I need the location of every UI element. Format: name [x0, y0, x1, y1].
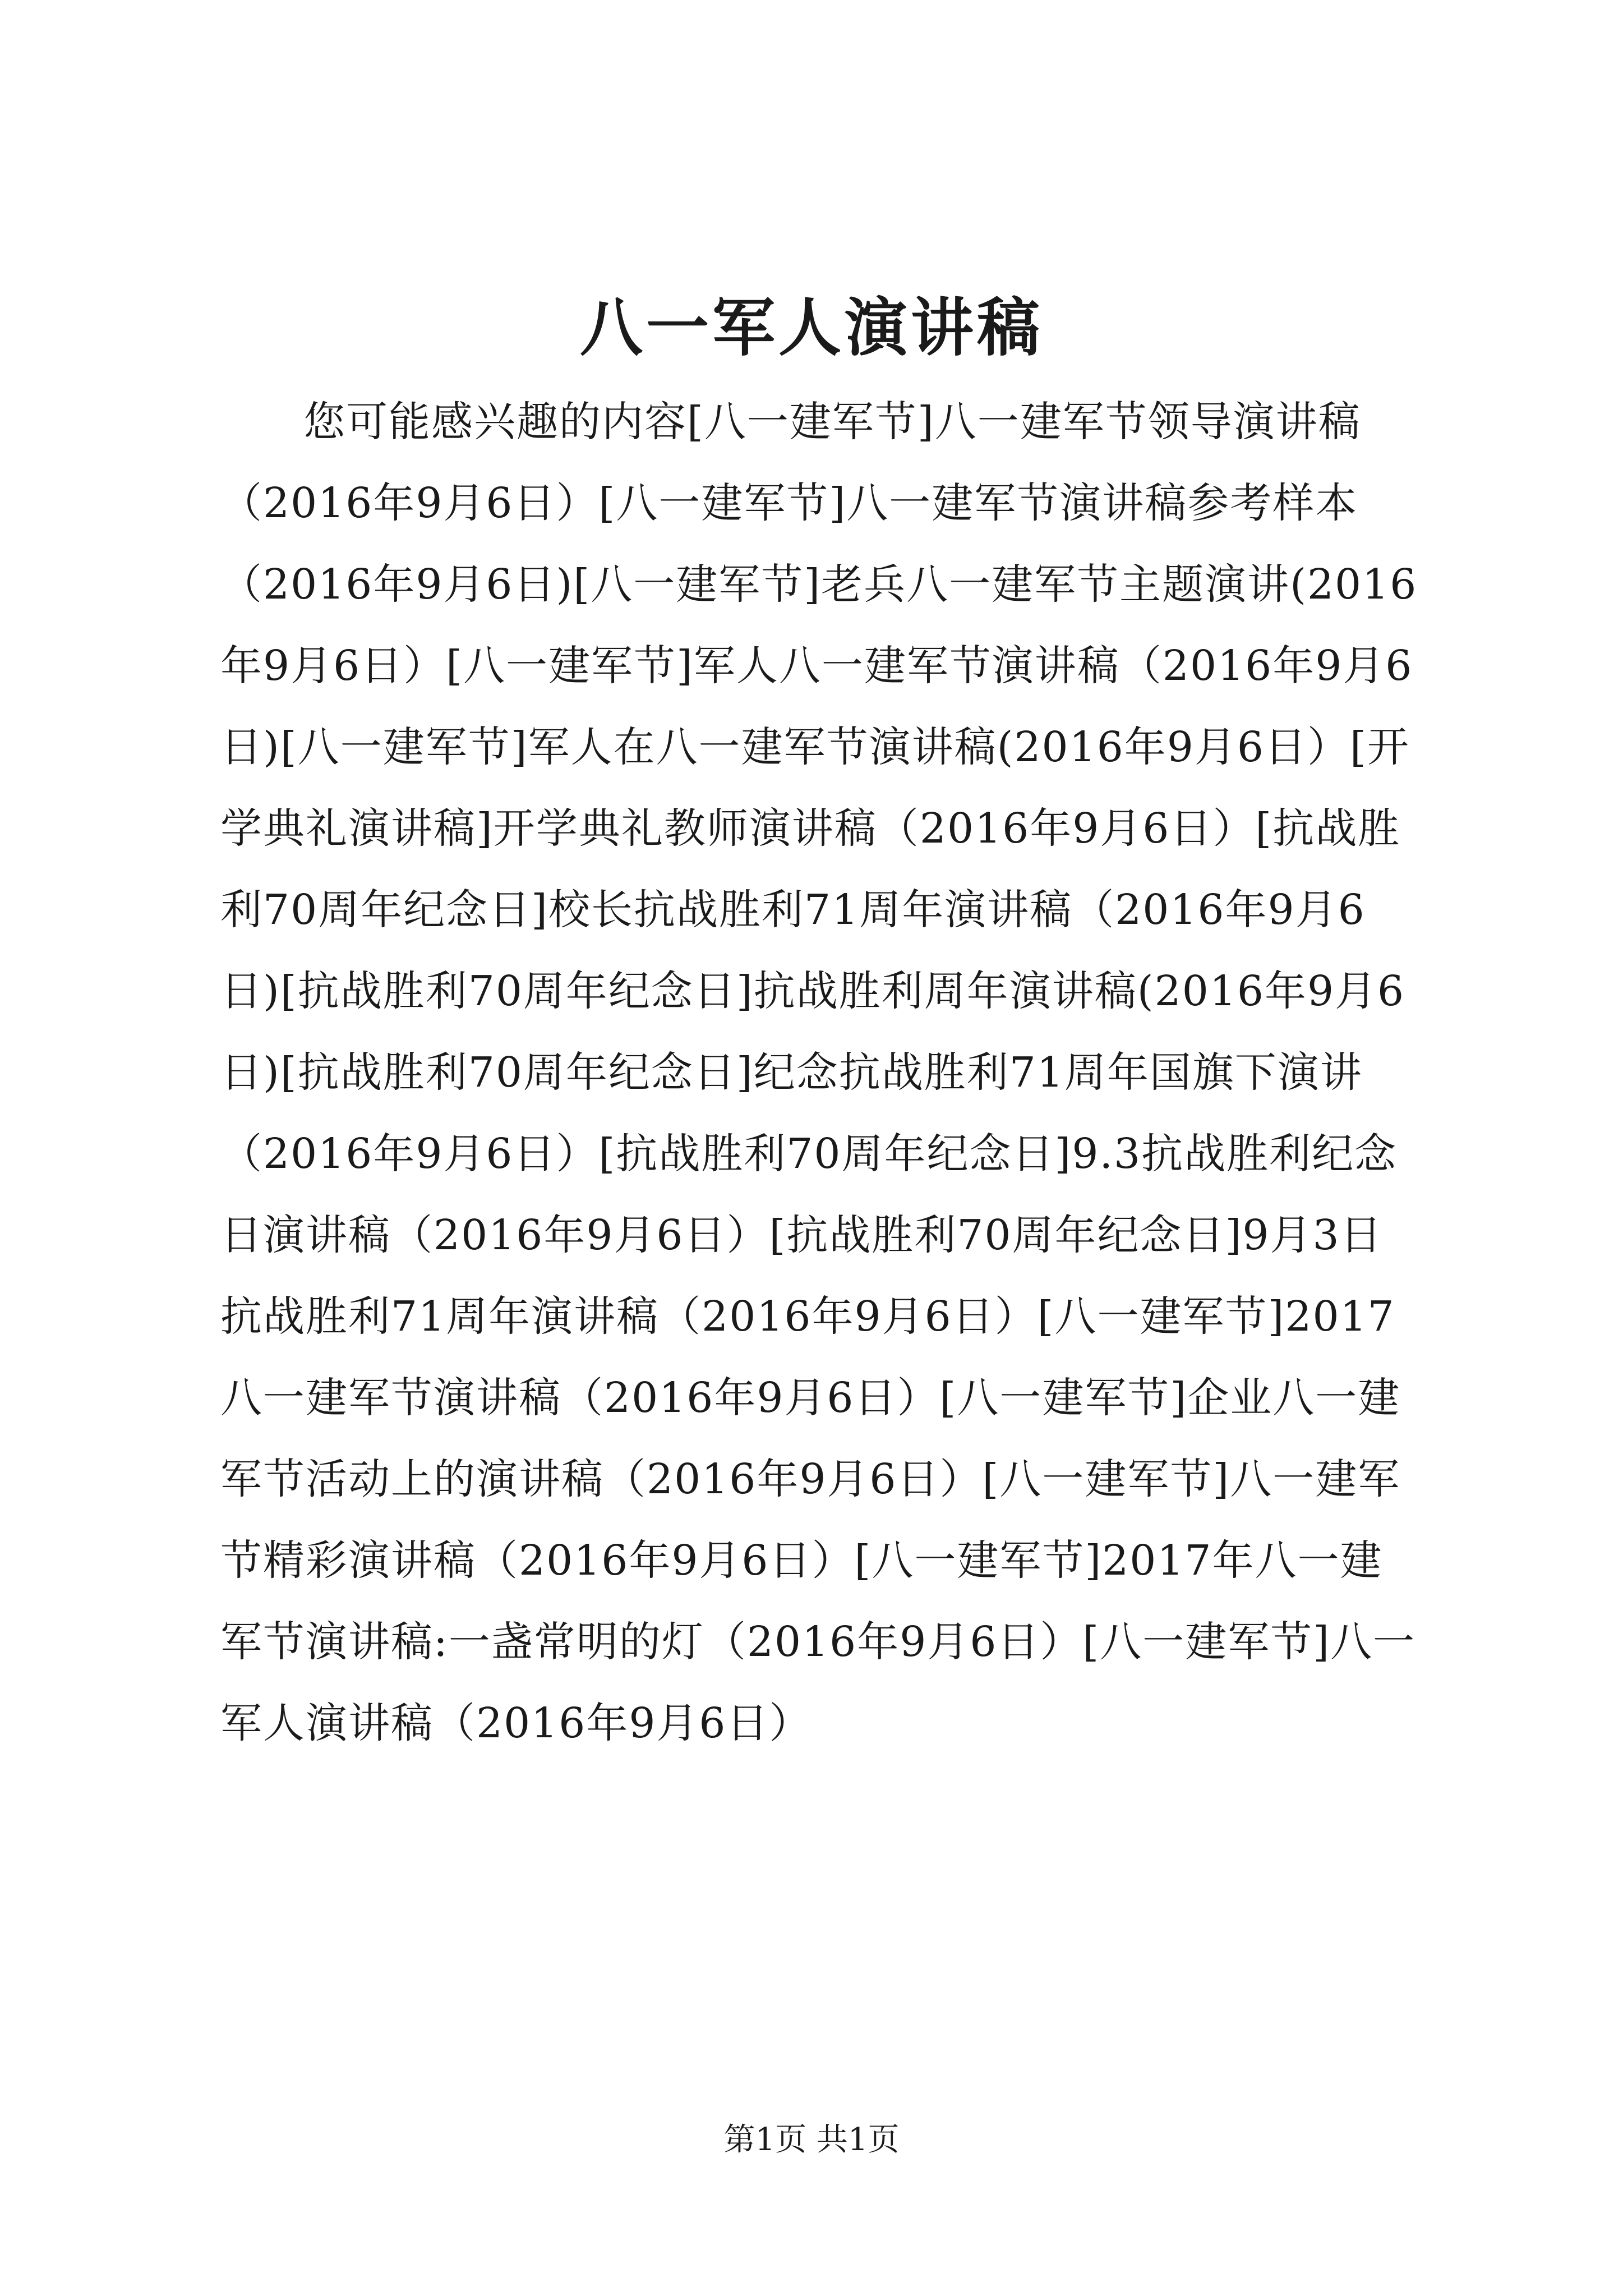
page-number-footer: 第1页 共1页: [723, 2122, 900, 2158]
document-title: 八一军人演讲稿: [580, 291, 1043, 365]
document-body-paragraph: 您可能感兴趣的内容[八一建军节]八一建军节领导演讲稿（2016年9月6日）[八一建军节]八一建军节演讲稿参考样本（2016年9月6日)[八一建军节]老兵八一建军节主题演讲(2016年9月6日）[八一建军节]军人八一建军节演讲稿（2016年9月6日)[八一建军节]军人在八一建军节演讲稿(2016年9月6日）[开学典礼演讲稿]开学典礼教师演讲稿（2016年9月6日）[抗战胜利70周年纪念日]校长抗战胜利71周年演讲稿（2016年9月6日)[抗战胜利70周年纪念日]抗战胜利周年演讲稿(2016年9月6日)[抗战胜利70周年纪念日]纪念抗战胜利71周年国旗下演讲（2016年9月6日）[抗战胜利70周年纪念日]9.3抗战胜利纪念日演讲稿（2016年9月6日）[抗战胜利70周年纪念日]9月3日抗战胜利71周年演讲稿（2016年9月6日）[八一建军节]2017八一建军节演讲稿（2016年9月6日）[八一建军节]企业八一建军节活动上的演讲稿（2016年9月6日）[八一建军节]八一建军节精彩演讲稿（2016年9月6日）[八一建军节]2017年八一建军节演讲稿:一盏常明的灯（2016年9月6日）[八一建军节]八一军人演讲稿（2016年9月6日）: [220, 398, 1418, 1747]
